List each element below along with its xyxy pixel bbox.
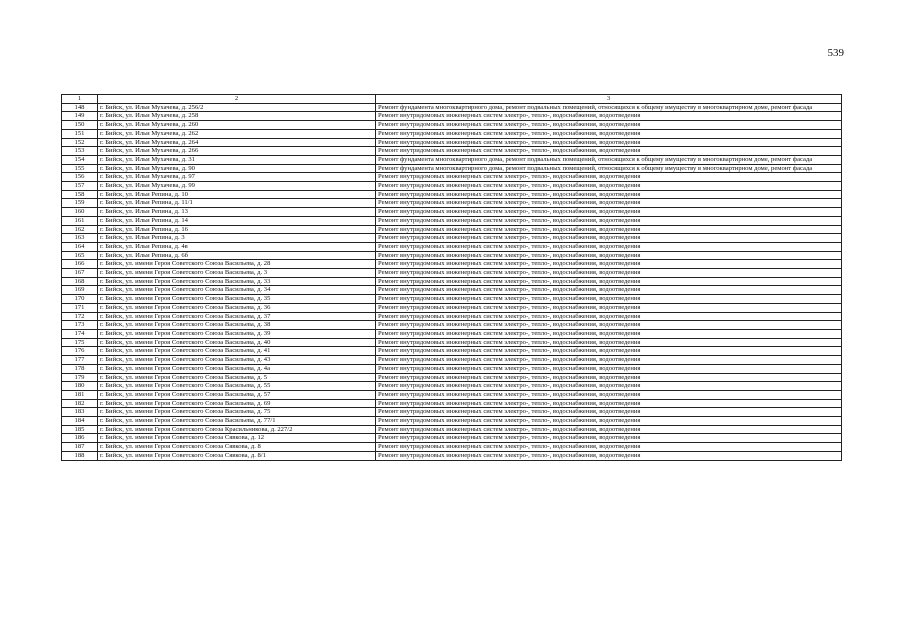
row-number: 177 bbox=[62, 356, 98, 365]
table-row bbox=[62, 286, 842, 295]
row-address: г. Бийск, ул. Ильи Репина, д. 16 bbox=[98, 225, 376, 234]
row-address: г. Бийск, ул. имени Героя Советского Союза Сявкова, д. 8 bbox=[98, 443, 376, 452]
row-address: г. Бийск, ул. имени Героя Советского Союза Васильева, д. 55 bbox=[98, 382, 376, 391]
row-number: 171 bbox=[62, 303, 98, 312]
row-number: 166 bbox=[62, 260, 98, 269]
table-row bbox=[62, 356, 842, 365]
row-work-type: Ремонт внутридомовых инженерных систем электро-, тепло-, водоснабжения, водоотведения bbox=[376, 286, 842, 295]
row-work-type: Ремонт внутридомовых инженерных систем электро-, тепло-, водоснабжения, водоотведения bbox=[376, 277, 842, 286]
row-work-type: Ремонт внутридомовых инженерных систем электро-, тепло-, водоснабжения, водоотведения bbox=[376, 321, 842, 330]
table-row bbox=[62, 329, 842, 338]
row-number: 167 bbox=[62, 269, 98, 278]
row-work-type: Ремонт внутридомовых инженерных систем электро-, тепло-, водоснабжения, водоотведения bbox=[376, 260, 842, 269]
repair-table bbox=[61, 94, 842, 461]
row-work-type: Ремонт внутридомовых инженерных систем электро-, тепло-, водоснабжения, водоотведения bbox=[376, 364, 842, 373]
table-row bbox=[62, 373, 842, 382]
row-work-type: Ремонт внутридомовых инженерных систем электро-, тепло-, водоснабжения, водоотведения bbox=[376, 173, 842, 182]
row-number: 187 bbox=[62, 443, 98, 452]
table-row bbox=[62, 347, 842, 356]
row-address: г. Бийск, ул. Ильи Репина, д. 13 bbox=[98, 208, 376, 217]
row-address: г. Бийск, ул. имени Героя Советского Союза Васильева, д. 28 bbox=[98, 260, 376, 269]
table-row bbox=[62, 173, 842, 182]
table-row bbox=[62, 138, 842, 147]
table-row bbox=[62, 303, 842, 312]
table-row bbox=[62, 260, 842, 269]
row-work-type: Ремонт фундамента многоквартирного дома, ремонт подвальных помещений, относящихся к общему имуществу в многоквартирном доме, ремонт фасада bbox=[376, 103, 842, 112]
row-address: г. Бийск, ул. Ильи Репина, д. 10 bbox=[98, 190, 376, 199]
row-work-type: Ремонт внутридомовых инженерных систем электро-, тепло-, водоснабжения, водоотведения bbox=[376, 190, 842, 199]
row-number: 164 bbox=[62, 242, 98, 251]
table-row bbox=[62, 103, 842, 112]
row-address: г. Бийск, ул. Ильи Мухачева, д. 97 bbox=[98, 173, 376, 182]
row-address: г. Бийск, ул. Ильи Репина, д. 3 bbox=[98, 234, 376, 243]
row-address: г. Бийск, ул. имени Героя Советского Союза Васильева, д. 33 bbox=[98, 277, 376, 286]
row-work-type: Ремонт внутридомовых инженерных систем электро-, тепло-, водоснабжения, водоотведения bbox=[376, 129, 842, 138]
row-address: г. Бийск, ул. имени Героя Советского Союза Васильева, д. 40 bbox=[98, 338, 376, 347]
row-address: г. Бийск, ул. имени Героя Советского Союза Васильева, д. 43 bbox=[98, 356, 376, 365]
row-number: 183 bbox=[62, 408, 98, 417]
row-number: 178 bbox=[62, 364, 98, 373]
row-work-type: Ремонт внутридомовых инженерных систем электро-, тепло-, водоснабжения, водоотведения bbox=[376, 182, 842, 191]
row-number: 165 bbox=[62, 251, 98, 260]
row-number: 181 bbox=[62, 390, 98, 399]
table-row bbox=[62, 399, 842, 408]
row-number: 188 bbox=[62, 451, 98, 460]
row-address: г. Бийск, ул. имени Героя Советского Союза Васильева, д. 69 bbox=[98, 399, 376, 408]
row-work-type: Ремонт внутридомовых инженерных систем электро-, тепло-, водоснабжения, водоотведения bbox=[376, 347, 842, 356]
table-row bbox=[62, 199, 842, 208]
table-row bbox=[62, 225, 842, 234]
row-number: 153 bbox=[62, 147, 98, 156]
row-work-type: Ремонт внутридомовых инженерных систем электро-, тепло-, водоснабжения, водоотведения bbox=[376, 199, 842, 208]
row-address: г. Бийск, ул. Ильи Мухачева, д. 258 bbox=[98, 112, 376, 121]
row-address: г. Бийск, ул. имени Героя Советского Союза Васильева, д. 5 bbox=[98, 373, 376, 382]
row-work-type: Ремонт внутридомовых инженерных систем электро-, тепло-, водоснабжения, водоотведения bbox=[376, 417, 842, 426]
table-row bbox=[62, 182, 842, 191]
table-row bbox=[62, 382, 842, 391]
row-number: 151 bbox=[62, 129, 98, 138]
row-work-type: Ремонт фундамента многоквартирного дома, ремонт подвальных помещений, относящихся к общему имуществу в многоквартирном доме, ремонт фасада bbox=[376, 155, 842, 164]
row-address: г. Бийск, ул. Ильи Мухачева, д. 31 bbox=[98, 155, 376, 164]
row-address: г. Бийск, ул. Ильи Мухачева, д. 262 bbox=[98, 129, 376, 138]
row-work-type: Ремонт внутридомовых инженерных систем электро-, тепло-, водоснабжения, водоотведения bbox=[376, 269, 842, 278]
table-header-row bbox=[62, 95, 842, 104]
table-row bbox=[62, 129, 842, 138]
row-work-type: Ремонт внутридомовых инженерных систем электро-, тепло-, водоснабжения, водоотведения bbox=[376, 390, 842, 399]
page-number: 539 bbox=[827, 47, 844, 59]
row-address: г. Бийск, ул. имени Героя Советского Союза Васильева, д. 3 bbox=[98, 269, 376, 278]
row-address: г. Бийск, ул. имени Героя Советского Союза Васильева, д. 36 bbox=[98, 303, 376, 312]
row-work-type: Ремонт внутридомовых инженерных систем электро-, тепло-, водоснабжения, водоотведения bbox=[376, 312, 842, 321]
row-address: г. Бийск, ул. Ильи Репина, д. 4в bbox=[98, 242, 376, 251]
table-row bbox=[62, 364, 842, 373]
row-number: 172 bbox=[62, 312, 98, 321]
table-row bbox=[62, 451, 842, 460]
row-work-type: Ремонт внутридомовых инженерных систем электро-, тепло-, водоснабжения, водоотведения bbox=[376, 303, 842, 312]
column-header-3: 3 bbox=[376, 95, 842, 104]
table-row bbox=[62, 269, 842, 278]
row-number: 185 bbox=[62, 425, 98, 434]
row-number: 174 bbox=[62, 329, 98, 338]
table-row bbox=[62, 208, 842, 217]
row-work-type: Ремонт внутридомовых инженерных систем электро-, тепло-, водоснабжения, водоотведения bbox=[376, 234, 842, 243]
row-number: 160 bbox=[62, 208, 98, 217]
row-address: г. Бийск, ул. имени Героя Советского Союза Васильева, д. 75 bbox=[98, 408, 376, 417]
row-number: 182 bbox=[62, 399, 98, 408]
row-address: г. Бийск, ул. имени Героя Советского Союза Васильева, д. 57 bbox=[98, 390, 376, 399]
row-work-type: Ремонт внутридомовых инженерных систем электро-, тепло-, водоснабжения, водоотведения bbox=[376, 373, 842, 382]
table-row bbox=[62, 312, 842, 321]
row-work-type: Ремонт внутридомовых инженерных систем электро-, тепло-, водоснабжения, водоотведения bbox=[376, 425, 842, 434]
row-work-type: Ремонт фундамента многоквартирного дома, ремонт подвальных помещений, относящихся к общему имуществу в многоквартирном доме, ремонт фасада bbox=[376, 164, 842, 173]
row-number: 173 bbox=[62, 321, 98, 330]
table-row bbox=[62, 216, 842, 225]
table-row bbox=[62, 112, 842, 121]
row-address: г. Бийск, ул. имени Героя Советского Союза Красильникова, д. 227/2 bbox=[98, 425, 376, 434]
table-row bbox=[62, 338, 842, 347]
row-work-type: Ремонт внутридомовых инженерных систем электро-, тепло-, водоснабжения, водоотведения bbox=[376, 338, 842, 347]
table-row bbox=[62, 417, 842, 426]
row-work-type: Ремонт внутридомовых инженерных систем электро-, тепло-, водоснабжения, водоотведения bbox=[376, 147, 842, 156]
row-address: г. Бийск, ул. Ильи Мухачева, д. 266 bbox=[98, 147, 376, 156]
table-row bbox=[62, 251, 842, 260]
row-work-type: Ремонт внутридомовых инженерных систем электро-, тепло-, водоснабжения, водоотведения bbox=[376, 225, 842, 234]
row-address: г. Бийск, ул. Ильи Репина, д. 14 bbox=[98, 216, 376, 225]
row-address: г. Бийск, ул. Ильи Репина, д. 11/1 bbox=[98, 199, 376, 208]
row-number: 150 bbox=[62, 121, 98, 130]
row-address: г. Бийск, ул. имени Героя Советского Союза Сявкова, д. 8/1 bbox=[98, 451, 376, 460]
table-row bbox=[62, 277, 842, 286]
row-address: г. Бийск, ул. Ильи Мухачева, д. 99 bbox=[98, 182, 376, 191]
row-number: 179 bbox=[62, 373, 98, 382]
row-address: г. Бийск, ул. Ильи Мухачева, д. 256/2 bbox=[98, 103, 376, 112]
row-address: г. Бийск, ул. Ильи Мухачева, д. 260 bbox=[98, 121, 376, 130]
row-number: 159 bbox=[62, 199, 98, 208]
row-address: г. Бийск, ул. Ильи Репина, д. 6б bbox=[98, 251, 376, 260]
row-address: г. Бийск, ул. имени Героя Советского Союза Васильева, д. 37 bbox=[98, 312, 376, 321]
row-number: 170 bbox=[62, 295, 98, 304]
row-work-type: Ремонт внутридомовых инженерных систем электро-, тепло-, водоснабжения, водоотведения bbox=[376, 216, 842, 225]
table-row bbox=[62, 234, 842, 243]
column-header-2: 2 bbox=[98, 95, 376, 104]
table-body bbox=[62, 103, 842, 460]
row-address: г. Бийск, ул. Ильи Мухачева, д. 90 bbox=[98, 164, 376, 173]
row-work-type: Ремонт внутридомовых инженерных систем электро-, тепло-, водоснабжения, водоотведения bbox=[376, 121, 842, 130]
row-number: 180 bbox=[62, 382, 98, 391]
row-work-type: Ремонт внутридомовых инженерных систем электро-, тепло-, водоснабжения, водоотведения bbox=[376, 443, 842, 452]
row-work-type: Ремонт внутридомовых инженерных систем электро-, тепло-, водоснабжения, водоотведения bbox=[376, 451, 842, 460]
row-work-type: Ремонт внутридомовых инженерных систем электро-, тепло-, водоснабжения, водоотведения bbox=[376, 138, 842, 147]
row-number: 163 bbox=[62, 234, 98, 243]
row-work-type: Ремонт внутридомовых инженерных систем электро-, тепло-, водоснабжения, водоотведения bbox=[376, 382, 842, 391]
row-address: г. Бийск, ул. имени Героя Советского Союза Васильева, д. 38 bbox=[98, 321, 376, 330]
row-number: 169 bbox=[62, 286, 98, 295]
table-row bbox=[62, 321, 842, 330]
row-address: г. Бийск, ул. имени Героя Советского Союза Васильева, д. 35 bbox=[98, 295, 376, 304]
row-number: 154 bbox=[62, 155, 98, 164]
row-work-type: Ремонт внутридомовых инженерных систем электро-, тепло-, водоснабжения, водоотведения bbox=[376, 208, 842, 217]
row-work-type: Ремонт внутридомовых инженерных систем электро-, тепло-, водоснабжения, водоотведения bbox=[376, 112, 842, 121]
row-number: 184 bbox=[62, 417, 98, 426]
row-address: г. Бийск, ул. имени Героя Советского Союза Сявкова, д. 12 bbox=[98, 434, 376, 443]
table-row bbox=[62, 242, 842, 251]
table-row bbox=[62, 121, 842, 130]
row-work-type: Ремонт внутридомовых инженерных систем электро-, тепло-, водоснабжения, водоотведения bbox=[376, 408, 842, 417]
table-row bbox=[62, 425, 842, 434]
row-address: г. Бийск, ул. имени Героя Советского Союза Васильева, д. 4а bbox=[98, 364, 376, 373]
column-header-1: 1 bbox=[62, 95, 98, 104]
row-number: 168 bbox=[62, 277, 98, 286]
row-number: 186 bbox=[62, 434, 98, 443]
row-work-type: Ремонт внутридомовых инженерных систем электро-, тепло-, водоснабжения, водоотведения bbox=[376, 399, 842, 408]
row-number: 149 bbox=[62, 112, 98, 121]
row-work-type: Ремонт внутридомовых инженерных систем электро-, тепло-, водоснабжения, водоотведения bbox=[376, 434, 842, 443]
row-work-type: Ремонт внутридомовых инженерных систем электро-, тепло-, водоснабжения, водоотведения bbox=[376, 251, 842, 260]
row-work-type: Ремонт внутридомовых инженерных систем электро-, тепло-, водоснабжения, водоотведения bbox=[376, 242, 842, 251]
row-number: 161 bbox=[62, 216, 98, 225]
row-number: 152 bbox=[62, 138, 98, 147]
row-number: 158 bbox=[62, 190, 98, 199]
row-number: 156 bbox=[62, 173, 98, 182]
table-row bbox=[62, 443, 842, 452]
table-row bbox=[62, 147, 842, 156]
row-address: г. Бийск, ул. имени Героя Советского Союза Васильева, д. 39 bbox=[98, 329, 376, 338]
row-number: 157 bbox=[62, 182, 98, 191]
row-number: 176 bbox=[62, 347, 98, 356]
row-work-type: Ремонт внутридомовых инженерных систем электро-, тепло-, водоснабжения, водоотведения bbox=[376, 329, 842, 338]
row-number: 162 bbox=[62, 225, 98, 234]
table-row bbox=[62, 434, 842, 443]
table-row bbox=[62, 408, 842, 417]
table-row bbox=[62, 295, 842, 304]
table-row bbox=[62, 190, 842, 199]
row-address: г. Бийск, ул. имени Героя Советского Союза Васильева, д. 77/1 bbox=[98, 417, 376, 426]
row-address: г. Бийск, ул. имени Героя Советского Союза Васильева, д. 34 bbox=[98, 286, 376, 295]
row-number: 175 bbox=[62, 338, 98, 347]
row-address: г. Бийск, ул. Ильи Мухачева, д. 264 bbox=[98, 138, 376, 147]
table-row bbox=[62, 155, 842, 164]
row-work-type: Ремонт внутридомовых инженерных систем электро-, тепло-, водоснабжения, водоотведения bbox=[376, 356, 842, 365]
row-number: 155 bbox=[62, 164, 98, 173]
row-number: 148 bbox=[62, 103, 98, 112]
table-row bbox=[62, 390, 842, 399]
row-address: г. Бийск, ул. имени Героя Советского Союза Васильева, д. 41 bbox=[98, 347, 376, 356]
table-row bbox=[62, 164, 842, 173]
row-work-type: Ремонт внутридомовых инженерных систем электро-, тепло-, водоснабжения, водоотведения bbox=[376, 295, 842, 304]
